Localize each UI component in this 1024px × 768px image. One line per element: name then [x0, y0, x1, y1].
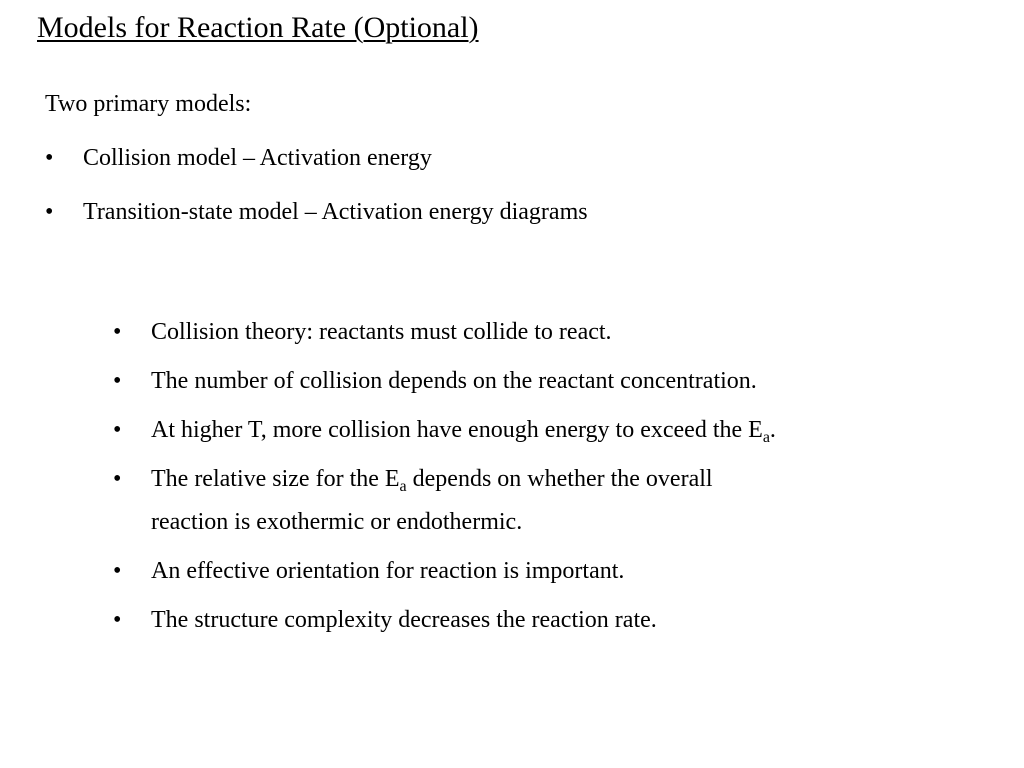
slide-title: Models for Reaction Rate (Optional): [37, 11, 479, 44]
bullet-text: Transition-state model – Activation energy diagrams: [83, 199, 588, 225]
bullet-icon: •: [113, 368, 122, 394]
subscript-a: a: [762, 429, 770, 446]
list-item: [113, 409, 913, 452]
bullet-icon: •: [45, 199, 54, 225]
bullet-text-part: reaction is exothermic or endothermic.: [151, 509, 523, 535]
bullet-icon: •: [113, 417, 122, 443]
bullet-text: [151, 409, 776, 452]
bullet-text-part: .: [769, 417, 776, 443]
bullet-icon: •: [113, 607, 122, 633]
list-item: [113, 311, 913, 354]
bullet-text-part: The relative size for the E: [151, 466, 400, 492]
bullet-text-part: depends on whether the overall: [406, 466, 713, 492]
list-item: [45, 196, 588, 228]
bullet-icon: •: [113, 466, 122, 492]
bullet-text: An effective orientation for reaction is important.: [151, 558, 625, 584]
bullet-text: [151, 458, 851, 544]
bullet-text: The number of collision depends on the reactant concentration.: [151, 368, 757, 394]
collision-theory-list: [113, 311, 913, 648]
bullet-text-part: At higher T, more collision have enough energy to exceed the E: [151, 417, 763, 443]
subscript-a: a: [399, 478, 407, 495]
list-item: [113, 458, 913, 544]
list-item: [45, 142, 588, 174]
list-item: [113, 550, 913, 593]
bullet-icon: •: [45, 145, 54, 171]
models-list: [45, 142, 588, 250]
intro-text: Two primary models:: [45, 91, 252, 117]
list-item: [113, 360, 913, 403]
bullet-icon: •: [113, 558, 122, 584]
bullet-text: Collision model – Activation energy: [83, 145, 432, 171]
bullet-text: The structure complexity decreases the reaction rate.: [151, 607, 657, 633]
bullet-icon: •: [113, 319, 122, 345]
list-item: [113, 599, 913, 642]
bullet-text: Collision theory: reactants must collide to react.: [151, 319, 612, 345]
